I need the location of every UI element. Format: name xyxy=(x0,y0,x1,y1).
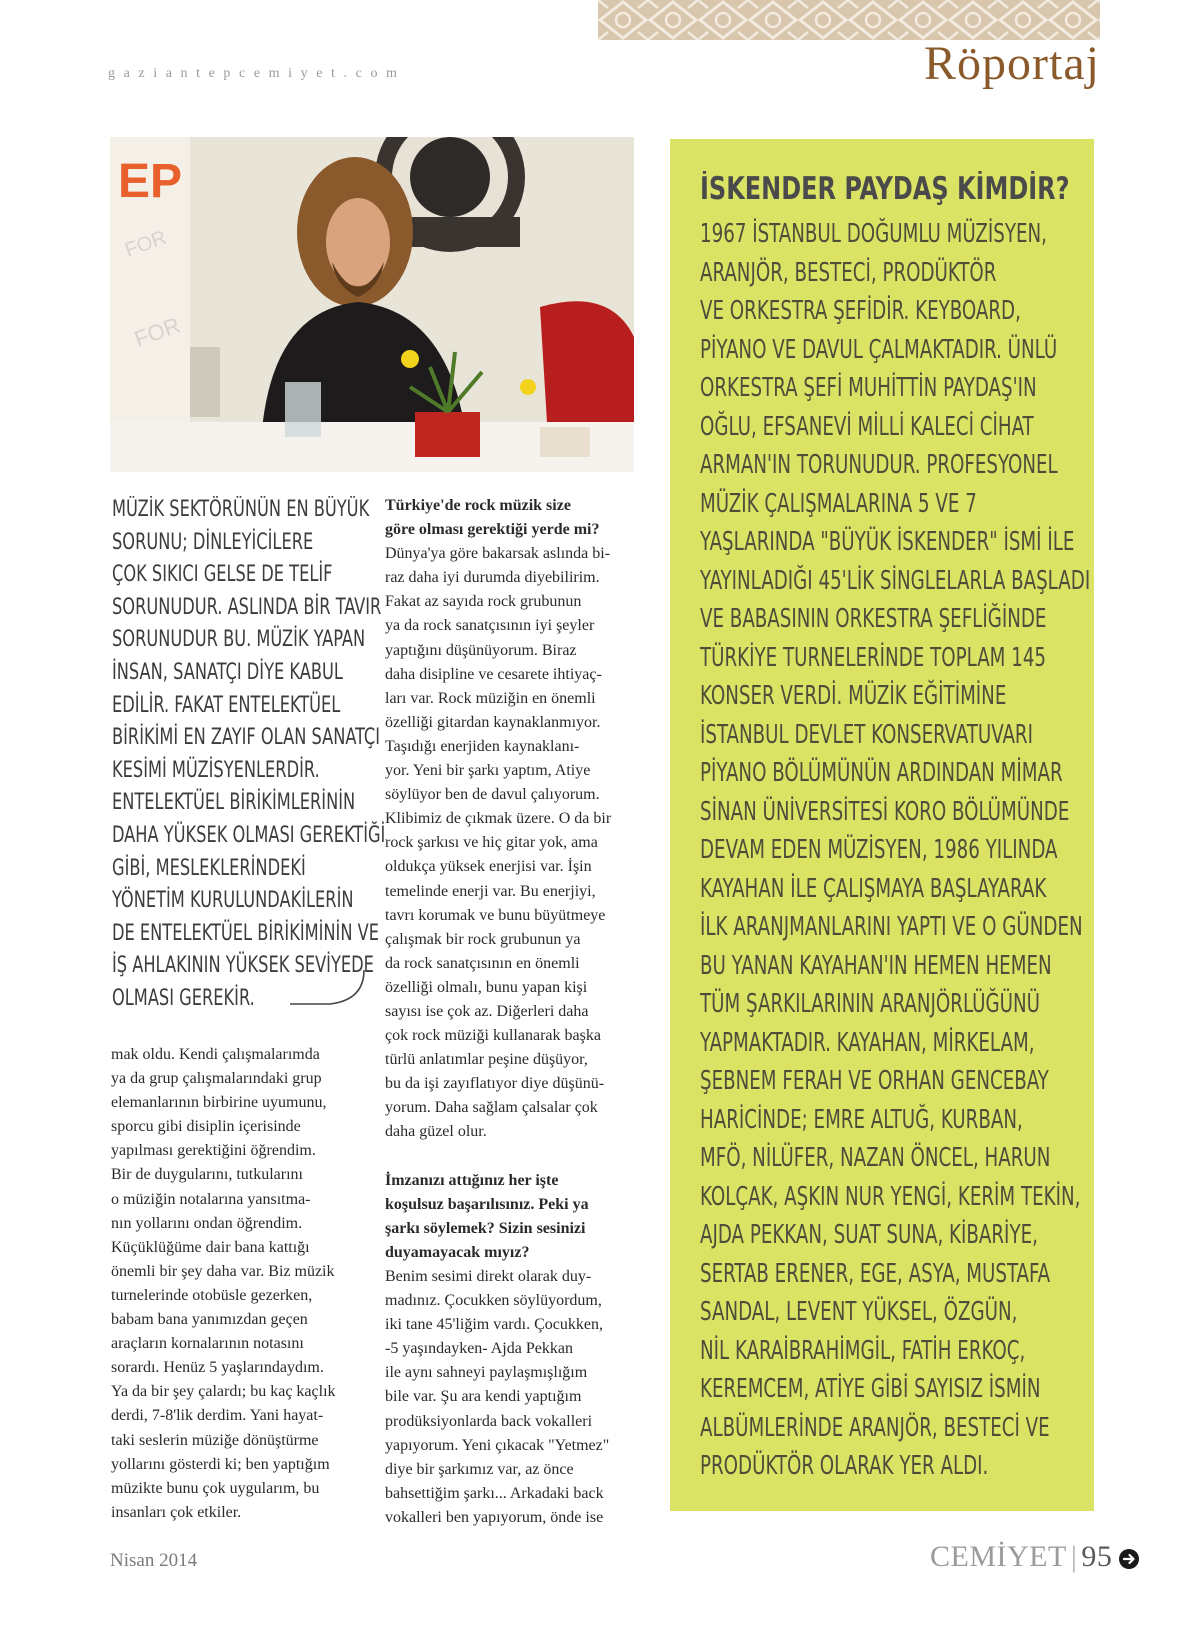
answer-line: raz daha iyi durumda diyebilirim. xyxy=(385,569,600,587)
biography-line: SİNAN ÜNİVERSİTESİ KORO BÖLÜMÜNDE xyxy=(700,796,1070,827)
pull-quote-line: SORUNUDUR. ASLINDA BİR TAVIR xyxy=(112,594,382,620)
biography-line: SERTAB ERENER, EGE, ASYA, MUSTAFA xyxy=(700,1258,1051,1289)
pull-quote-line: İNSAN, SANATÇI DİYE KABUL xyxy=(112,659,343,685)
pull-quote-line: DE ENTELEKTÜEL BİRİKİMİNİN VE xyxy=(112,920,379,946)
answer-line: Taşıdığı enerjiden kaynaklanı- xyxy=(385,737,580,755)
paragraph-gap xyxy=(385,1145,611,1169)
answer-line: yapıyorum. Yeni çıkacak "Yetmez" xyxy=(385,1436,610,1454)
answer-line: Benim sesimi direkt olarak duy- xyxy=(385,1268,592,1285)
body-line: sporcu gibi disiplin içerisinde xyxy=(111,1118,301,1136)
pull-quote-line: SORUNUDUR BU. MÜZİK YAPAN xyxy=(112,627,366,653)
body-line: sorardı. Henüz 5 yaşlarındaydım. xyxy=(111,1359,324,1377)
pull-quote-line: SORUNU; DİNLEYİCİLERE xyxy=(112,529,314,555)
pull-quote xyxy=(112,494,386,1016)
answer-line: bahsettiğim şarkı... Arkadaki back xyxy=(385,1484,604,1502)
question-line: İmzanızı attığınız her işte xyxy=(385,1171,559,1189)
body-line: taki seslerin müziğe dönüştürme xyxy=(111,1431,319,1449)
answer-line: bu da işi zayıflatıyor diye düşünü- xyxy=(385,1075,605,1093)
question-line: göre olması gerektiği yerde mi? xyxy=(385,521,600,539)
answer-line: özelliği olmalı, bunu yapan kişi xyxy=(385,978,588,996)
answer-line: ile aynı sahneyi paylaşmışlığım xyxy=(385,1364,588,1382)
answer-line: madınız. Çocukken söylüyordum, xyxy=(385,1292,602,1310)
biography-line: PİYANO VE DAVUL ÇALMAKTADIR. ÜNLÜ xyxy=(700,334,1058,365)
body-line: derdi, 7-8'lik derdim. Yani hayat- xyxy=(111,1407,324,1425)
page-number: 95 xyxy=(1081,1540,1113,1573)
biography-line: ORKESTRA ŞEFİ MUHİTTİN PAYDAŞ'IN xyxy=(700,373,1037,403)
magazine-brand xyxy=(930,1540,1112,1574)
biography-line: HARİCİNDE; EMRE ALTUĞ, KURBAN, xyxy=(700,1104,1023,1135)
body-line: yollarını gösterdi ki; ben yaptığım xyxy=(111,1455,330,1473)
pull-quote-line: OLMASI GEREKİR. xyxy=(112,985,255,1011)
brand-name: CEMİYET xyxy=(930,1540,1067,1573)
answer-line: iki tane 45'liğim vardı. Çocukken, xyxy=(385,1316,603,1334)
biography-line: BU YANAN KAYAHAN'IN HEMEN HEMEN xyxy=(700,950,1052,981)
answer-line: söylüyor ben de davul çalıyorum. xyxy=(385,786,600,804)
pull-quote-line: EDİLİR. FAKAT ENTELEKTÜEL xyxy=(112,692,341,718)
pull-quote-line: İŞ AHLAKININ YÜKSEK SEVİYEDE xyxy=(112,953,374,979)
pull-quote-line: DAHA YÜKSEK OLMASI GEREKTİĞİ xyxy=(112,822,386,848)
body-line: önemli bir şey daha var. Biz müzik xyxy=(111,1262,335,1280)
answer-line: daha güzel olur. xyxy=(385,1123,487,1141)
biography-line: KEREMCEM, ATİYE GİBİ SAYISIZ İSMİN xyxy=(700,1374,1041,1404)
issue-date: Nisan 2014 xyxy=(110,1550,198,1571)
biography-line: MÜZİK ÇALIŞMALARINA 5 VE 7 xyxy=(700,488,977,519)
pull-quote-line: GİBİ, MESLEKLERİNDEKİ xyxy=(112,855,306,881)
answer-line: yaptığını düşünüyorum. Biraz xyxy=(385,641,577,659)
site-url: gaziantepcemiyet.com xyxy=(108,66,406,81)
body-line: müzikte bunu çok uygularım, bu xyxy=(111,1479,320,1497)
biography-line: 1967 İSTANBUL DOĞUMLU MÜZİSYEN, xyxy=(700,219,1047,249)
biography-line: ARANJÖR, BESTECİ, PRODÜKTÖR xyxy=(700,257,997,288)
answer-line: daha disipline ve cesarete ihtiyaç- xyxy=(385,665,602,683)
answer-line: da rock sanatçısının en önemli xyxy=(385,954,580,972)
body-line: Ya da bir şey çalardı; bu kaç kaçlık xyxy=(111,1383,336,1401)
question-line: koşulsuz başarılısınız. Peki ya xyxy=(385,1195,589,1213)
answer-line: türlü anlatımlar peşine düşüyor, xyxy=(385,1051,588,1069)
biography-line: AJDA PEKKAN, SUAT SUNA, KİBARİYE, xyxy=(700,1220,1038,1250)
biography-line: OĞLU, EFSANEVİ MİLLİ KALECİ CİHAT xyxy=(700,411,1034,442)
biography-line: İSTANBUL DEVLET KONSERVATUVARI xyxy=(700,719,1033,750)
body-column-middle xyxy=(385,494,611,1530)
pull-quote-line: BİRİKİMİ EN ZAYIF OLAN SANATÇI xyxy=(112,725,381,751)
decorative-ornament-band xyxy=(598,0,1100,40)
biography-text xyxy=(700,215,1090,1486)
biography-box xyxy=(670,139,1094,1511)
biography-line: TÜM ŞARKILARININ ARANJÖRLÜĞÜNÜ xyxy=(700,989,1040,1019)
answer-line: oldukça yüksek enerjisi var. İşin xyxy=(385,858,592,876)
answer-line: prodüksiyonlarda back vokalleri xyxy=(385,1412,593,1430)
biography-line: İLK ARANJMANLARINI YAPTI VE O GÜNDEN xyxy=(700,912,1083,942)
svg-text:EP: EP xyxy=(118,155,183,208)
biography-line: MFÖ, NİLÜFER, NAZAN ÖNCEL, HARUN xyxy=(700,1143,1051,1173)
answer-line: yorum. Daha sağlam çalsalar çok xyxy=(385,1099,598,1117)
answer-line: yor. Yeni bir şarkı yaptım, Atiye xyxy=(385,762,591,780)
answer-line: -5 yaşındayken- Ajda Pekkan xyxy=(385,1340,573,1358)
biography-line: SANDAL, LEVENT YÜKSEL, ÖZGÜN, xyxy=(700,1297,1018,1327)
answer-line: rock şarkısı ve hiç gitar yok, ama xyxy=(385,834,598,852)
answer-line: ları var. Rock müziğin en önemli xyxy=(385,689,596,707)
biography-line: ŞEBNEM FERAH VE ORHAN GENCEBAY xyxy=(700,1066,1049,1096)
body-line: Küçüklüğüme dair bana kattığı xyxy=(111,1238,310,1256)
pull-quote-line: YÖNETİM KURULUNDAKİLERİN xyxy=(112,888,354,914)
biography-line: VE BABASININ ORKESTRA ŞEFLİĞİNDE xyxy=(700,604,1047,634)
biography-line: VE ORKESTRA ŞEFİDİR. KEYBOARD, xyxy=(700,296,1021,326)
answer-line: Dünya'ya göre bakarsak aslında bi- xyxy=(385,545,611,563)
pull-quote-line: MÜZİK SEKTÖRÜNÜN EN BÜYÜK xyxy=(112,497,370,522)
body-line: ya da grup çalışmalarındaki grup xyxy=(111,1070,322,1088)
next-arrow-icon[interactable] xyxy=(1118,1548,1140,1570)
answer-line: Fakat az sayıda rock grubunun xyxy=(385,593,582,611)
answer-line: çalışmak bir rock grubunun ya xyxy=(385,930,581,948)
answer-line: ya da rock sanatçısının iyi şeyler xyxy=(385,617,595,635)
body-line: insanları çok etkiler. xyxy=(111,1503,242,1521)
body-line: araçların kornalarının notasını xyxy=(111,1335,304,1353)
body-column-left xyxy=(111,1043,336,1525)
answer-line: vokalleri ben yapıyorum, önde ise xyxy=(385,1508,604,1526)
body-line: mak oldu. Kendi çalışmalarımda xyxy=(111,1046,320,1063)
body-line: o müziğin notalarına yansıtma- xyxy=(111,1190,311,1208)
question-line: duyamayacak mıyız? xyxy=(385,1243,530,1261)
body-line: Bir de duygularını, tutkularını xyxy=(111,1166,303,1184)
answer-line: diye bir şarkımız var, az önce xyxy=(385,1460,574,1478)
biography-line: TÜRKİYE TURNELERİNDE TOPLAM 145 xyxy=(700,642,1047,673)
brand-separator: | xyxy=(1070,1540,1078,1573)
biography-line: PİYANO BÖLÜMÜNÜN ARDINDAN MİMAR xyxy=(700,758,1063,788)
question-line: Türkiye'de rock müzik size xyxy=(385,497,571,514)
answer-line: bile var. Şu ara kendi yaptığım xyxy=(385,1388,582,1406)
biography-line: KOLÇAK, AŞKIN NUR YENGİ, KERİM TEKİN, xyxy=(700,1181,1081,1212)
answer-line: sayısı ise çok az. Diğerleri daha xyxy=(385,1002,589,1020)
answer-line: Klibimiz de çıkmak üzere. O da bir xyxy=(385,810,612,828)
body-line: yapılması gerektiğini öğrendim. xyxy=(111,1142,316,1160)
interview-photo xyxy=(110,137,634,472)
body-line: babam bana yanımızdan geçen xyxy=(111,1311,308,1329)
biography-line: DEVAM EDEN MÜZİSYEN, 1986 YILINDA xyxy=(700,835,1058,865)
biography-line: ARMAN'IN TORUNUDUR. PROFESYONEL xyxy=(700,450,1058,480)
pull-quote-line: KESİMİ MÜZİSYENLERDİR. xyxy=(112,757,320,783)
biography-title: İSKENDER PAYDAŞ KİMDİR? xyxy=(700,171,1070,207)
body-line: elemanlarının birbirine uyumunu, xyxy=(111,1094,327,1112)
pull-quote-line: ÇOK SIKICI GELSE DE TELİF xyxy=(112,562,333,588)
pull-quote-line: ENTELEKTÜEL BİRİKİMLERİNİN xyxy=(112,790,356,816)
question-line: şarkı söylemek? Sizin sesinizi xyxy=(385,1219,586,1237)
biography-line: YAPMAKTADIR. KAYAHAN, MİRKELAM, xyxy=(700,1027,1035,1058)
answer-line: temelinde enerji var. Bu enerjiyi, xyxy=(385,882,596,900)
biography-line: PRODÜKTÖR OLARAK YER ALDI. xyxy=(700,1451,989,1481)
biography-line: KONSER VERDİ. MÜZİK EĞİTİMİNE xyxy=(700,681,1007,711)
section-title: Röportaj xyxy=(924,37,1100,90)
biography-line: YAŞLARINDA "BÜYÜK İSKENDER" İSMİ İLE xyxy=(700,527,1075,557)
svg-text:FOR: FOR xyxy=(122,226,170,262)
biography-line: YAYINLADIĞI 45'LİK SİNGLELARLA BAŞLADI xyxy=(700,565,1091,596)
biography-line: KAYAHAN İLE ÇALIŞMAYA BAŞLAYARAK xyxy=(700,873,1047,904)
biography-line: NİL KARAİBRAHİMGİL, FATİH ERKOÇ, xyxy=(700,1335,1026,1366)
answer-line: tavrı korumak ve bunu büyütmeye xyxy=(385,906,606,924)
answer-line: özelliği gitardan kaynaklanmıyor. xyxy=(385,713,601,731)
pull-quote-curve xyxy=(290,970,370,1020)
biography-line: ALBÜMLERİNDE ARANJÖR, BESTECİ VE xyxy=(700,1412,1050,1443)
svg-text:FOR: FOR xyxy=(131,312,184,352)
answer-line: çok rock müziği kullanarak başka xyxy=(385,1027,601,1045)
body-line: turnelerinde otobüsle gezerken, xyxy=(111,1286,313,1304)
body-line: nın yollarını ondan öğrendim. xyxy=(111,1214,303,1232)
